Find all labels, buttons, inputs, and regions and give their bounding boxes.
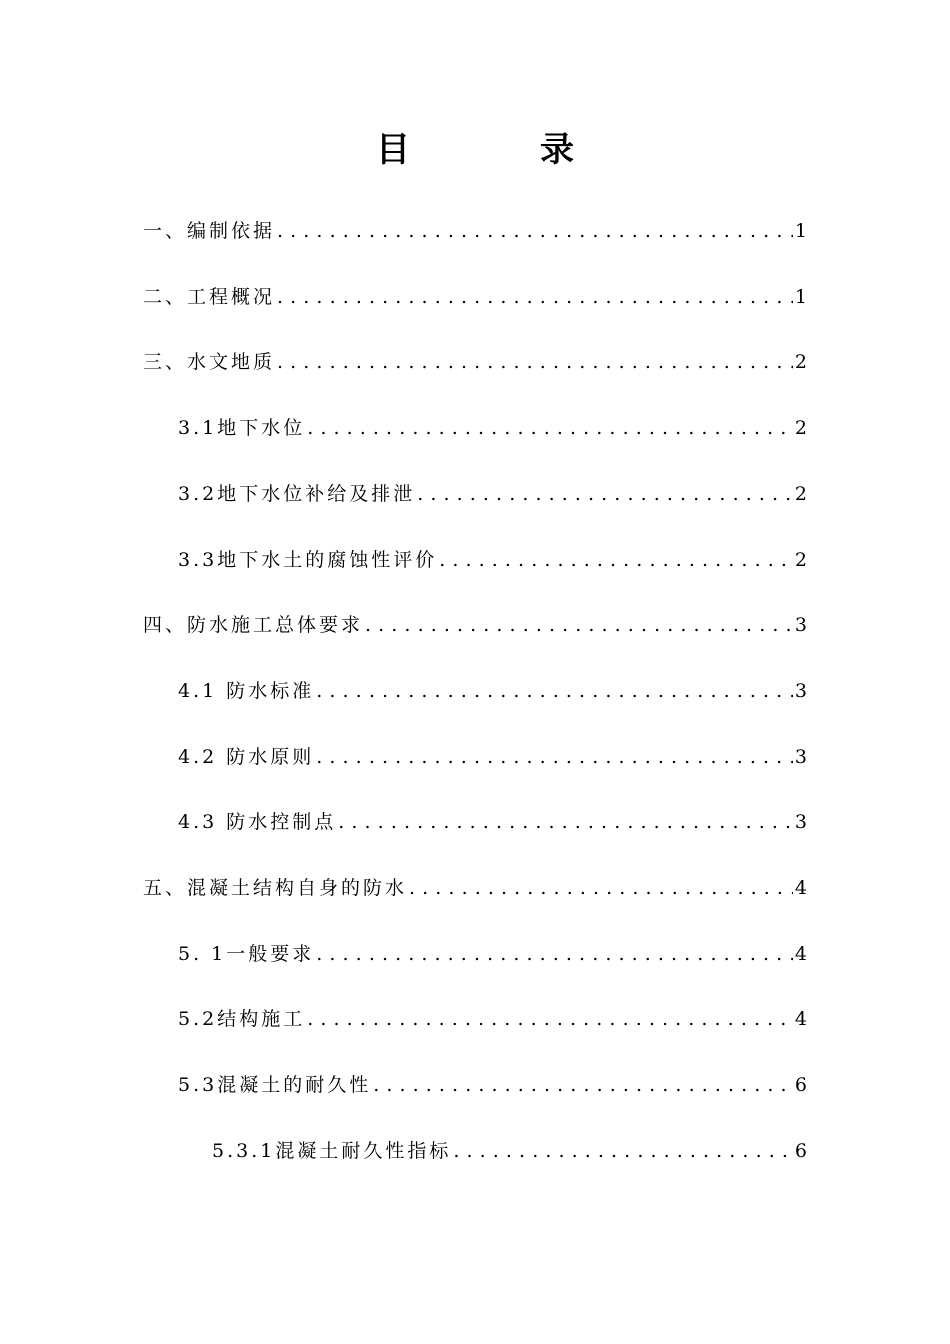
toc-entry-page-number: 6 [794, 1074, 807, 1096]
toc-entry-label: 4.3 防水控制点 [178, 811, 337, 833]
toc-entry-label: 5.3混凝土的耐久性 [178, 1074, 372, 1096]
toc-entry-page-number: 2 [794, 417, 807, 439]
toc-entry[interactable] [143, 281, 807, 313]
toc-entry-label: 3.2地下水位补给及排泄 [178, 483, 416, 505]
toc-dot-leader [453, 1135, 793, 1167]
page-title: 目 录 [376, 130, 622, 170]
toc-entry[interactable] [143, 215, 807, 247]
toc-entry-label: 5. 1一般要求 [178, 943, 315, 965]
toc-entry-label: 3.1地下水位 [178, 417, 306, 439]
toc-entry-page-number: 1 [794, 220, 807, 242]
toc-dot-leader [439, 544, 793, 576]
toc-entry-page-number: 4 [794, 877, 807, 899]
toc-entry[interactable] [143, 609, 807, 641]
toc-entry-label: 二、工程概况 [143, 286, 276, 308]
toc-entry[interactable] [212, 1135, 807, 1167]
toc-entry-page-number: 2 [794, 351, 807, 373]
toc-entry[interactable] [143, 346, 807, 378]
toc-dot-leader [307, 1003, 793, 1035]
toc-entry-label: 4.2 防水原则 [178, 746, 315, 768]
toc-dot-leader [316, 675, 793, 707]
toc-entry-page-number: 4 [794, 943, 807, 965]
toc-entry-page-number: 6 [794, 1140, 807, 1162]
toc-entry[interactable] [178, 544, 807, 576]
toc-entry-page-number: 4 [794, 1008, 807, 1030]
toc-dot-leader [277, 215, 793, 247]
toc-entry[interactable] [178, 412, 807, 444]
toc-entry-label: 一、编制依据 [143, 220, 276, 242]
toc-entry[interactable] [178, 1069, 807, 1101]
toc-dot-leader [307, 412, 793, 444]
toc-entry-page-number: 3 [794, 614, 807, 636]
toc-dot-leader [373, 1069, 793, 1101]
toc-dot-leader [409, 872, 793, 904]
toc-entry[interactable] [178, 741, 807, 773]
toc-dot-leader [316, 741, 793, 773]
toc-entry-page-number: 1 [794, 286, 807, 308]
toc-dot-leader [277, 281, 793, 313]
toc-entry-page-number: 3 [794, 680, 807, 702]
toc-dot-leader [417, 478, 793, 510]
toc-entry-label: 5.3.1混凝土耐久性指标 [212, 1140, 452, 1162]
toc-entry-label: 4.1 防水标准 [178, 680, 315, 702]
toc-entry-page-number: 2 [794, 549, 807, 571]
toc-entry[interactable] [178, 675, 807, 707]
toc-dot-leader [365, 609, 793, 641]
toc-entry-label: 五、混凝土结构自身的防水 [143, 877, 408, 899]
toc-entry[interactable] [178, 1003, 807, 1035]
toc-dot-leader [338, 806, 793, 838]
toc-entry[interactable] [178, 938, 807, 970]
toc-entry[interactable] [178, 478, 807, 510]
toc-entry-page-number: 2 [794, 483, 807, 505]
toc-entry-page-number: 3 [794, 811, 807, 833]
toc-entry-label: 5.2结构施工 [178, 1008, 306, 1030]
toc-entry[interactable] [143, 872, 807, 904]
toc-entry-label: 3.3地下水土的腐蚀性评价 [178, 549, 438, 571]
toc-dot-leader [277, 346, 793, 378]
toc-entry[interactable] [178, 806, 807, 838]
toc-entry-label: 三、水文地质 [143, 351, 276, 373]
toc-dot-leader [316, 938, 793, 970]
toc-entry-page-number: 3 [794, 746, 807, 768]
toc-entry-label: 四、防水施工总体要求 [143, 614, 364, 636]
